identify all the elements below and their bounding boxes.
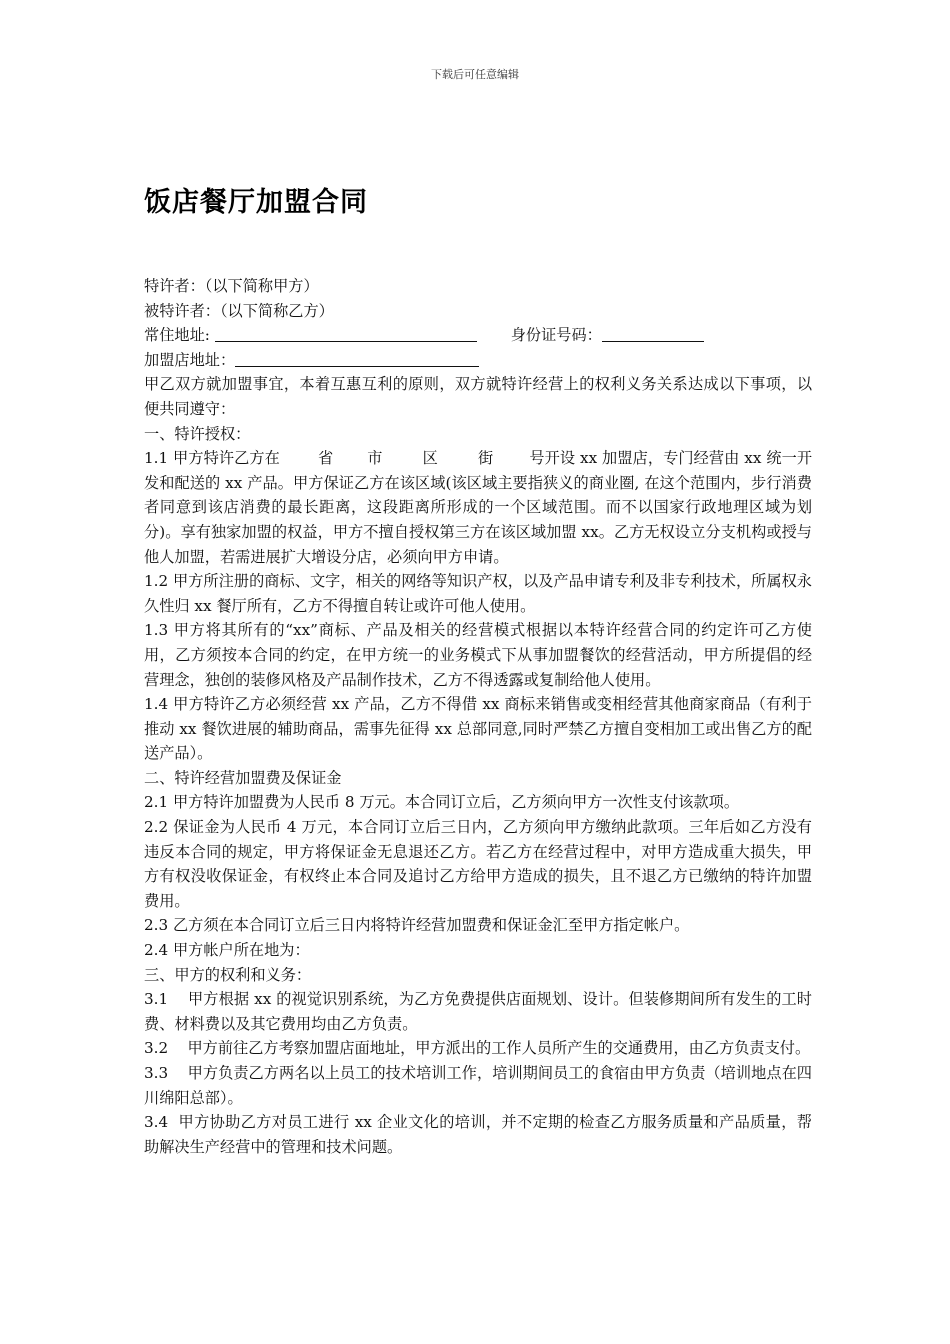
clause-2-1: 2.1 甲方特许加盟费为人民币 8 万元。本合同订立后，乙方须向甲方一次性支付该款项。: [144, 793, 740, 812]
clause-3-4: 3.4 甲方协助乙方对员工进行 xx 企业文化的培训，并不定期的检查乙方服务质量和产品质量，帮助解决生产经营中的管理和技术问题。: [144, 1113, 812, 1156]
clause-1-4: 1.4 甲方特许乙方必须经营 xx 产品，乙方不得借 xx 商标来销售或变相经营其他商家商品（有利于推动 xx 餐饮进展的辅助商品，需事先征得 xx 总部同意,同时严禁乙方擅自变相加工或出售乙方的配送产品）。: [144, 695, 812, 763]
section-1-heading: 一、特许授权：: [144, 424, 251, 443]
clause-1-1: [144, 446, 812, 569]
clause-1-1-street: 街: [477, 449, 494, 468]
clause-3-3: 3.3 甲方负责乙方两名以上员工的技术培训工作，培训期间员工的食宿由甲方负责（培训地点在四川绵阳总部）。: [144, 1064, 812, 1107]
store-address-label: 加盟店地址：: [144, 350, 236, 369]
clause-1-1-prefix: 1.1 甲方特许乙方在: [144, 449, 280, 468]
clause-3-1: 3.1 甲方根据 xx 的视觉识别系统，为乙方免费提供店面规划、设计。但装修期间所有发生的工时费、材料费以及其它费用均由乙方负责。: [144, 990, 812, 1033]
id-label: 身份证号码：: [510, 326, 602, 345]
address-label: 常住地址:: [144, 326, 215, 345]
intro-paragraph: 甲乙双方就加盟事宜，本着互惠互利的原则，双方就特许经营上的权利义务关系达成以下事项，以便共同遵守：: [144, 375, 812, 418]
section-3-heading: 三、甲方的权利和义务：: [144, 965, 312, 984]
franchisor-line: 特许者：（以下简称甲方）: [144, 277, 319, 295]
clause-1-1-city: 市: [367, 449, 383, 468]
address-line: [144, 323, 812, 348]
franchisee-line: 被特许者：（以下简称乙方）: [144, 301, 334, 320]
section-2-heading: 二、特许经营加盟费及保证金: [144, 768, 342, 787]
id-blank: [602, 325, 704, 342]
clause-1-2: 1.2 甲方所注册的商标、文字，相关的网络等知识产权，以及产品申请专利及非专利技术，所属权永久性归 xx 餐厅所有，乙方不得擅自转让或许可他人使用。: [144, 572, 812, 615]
clause-1-1-district: 区: [422, 449, 438, 468]
clause-1-1-rest: 号开设 xx 加盟店，专门经营由 xx 统一开发和配送的 xx 产品。甲方保证乙方在该区域(该区域主要指狭义的商业圈, 在这个范围内，步行消费者同意到该店消费的最长距离，这段距离所形成的一个区域范围。而不以国家行政地理区域为划分)。享有独家加盟的权益，甲方不擅自授权第三方在该区域加盟 xx。乙方无权设立分支机构或授与他人加盟，若需进展扩大增设分店，必须向甲方申请。: [144, 449, 813, 566]
address-blank: [215, 325, 477, 342]
clause-2-4: 2.4 甲方帐户所在地为：: [144, 941, 310, 960]
clause-2-2: 2.2 保证金为人民币 4 万元，本合同订立后三日内，乙方须向甲方缴纳此款项。三年后如乙方没有违反本合同的规定，甲方将保证金无息退还乙方。若乙方在经营过程中，对甲方造成重大损失，甲方有权没收保证金，有权终止本合同及追讨乙方给甲方造成的损失，且不退乙方已缴纳的特许加盟费用。: [144, 818, 812, 910]
document-title: 饭店餐厅加盟合同: [144, 187, 368, 218]
header-note: 下载后可任意编辑: [431, 68, 519, 81]
clause-1-3: 1.3 甲方将其所有的“xx”商标、产品及相关的经营模式根据以本特许经营合同的约定许可乙方使用，乙方须按本合同的约定，在甲方统一的业务模式下从事加盟餐饮的经营活动，甲方所提倡的经营理念，独创的装修风格及产品制作技术，乙方不得透露或复制给他人使用。: [144, 621, 812, 689]
clause-3-2: 3.2 甲方前往乙方考察加盟店面地址，甲方派出的工作人员所产生的交通费用，由乙方负责支付。: [144, 1039, 811, 1058]
clause-1-1-province: 省: [317, 449, 334, 468]
store-address-line: [144, 348, 812, 373]
contract-body: [144, 274, 812, 1159]
clause-2-3: 2.3 乙方须在本合同订立后三日内将特许经营加盟费和保证金汇至甲方指定帐户。: [144, 916, 690, 935]
store-address-blank: [235, 350, 479, 367]
